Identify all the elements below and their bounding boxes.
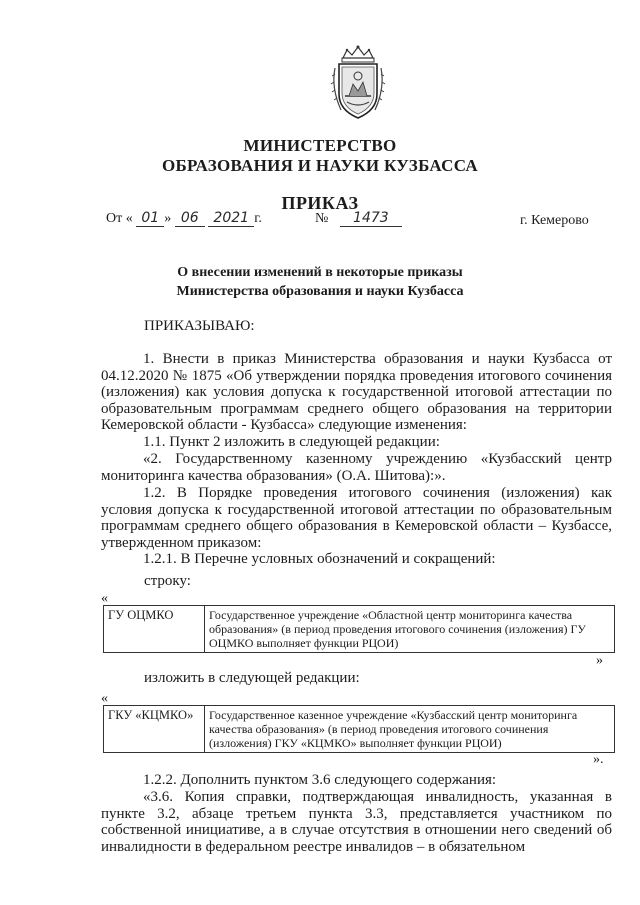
close-quote-1: » (596, 653, 603, 668)
close-quote-2: ». (593, 752, 604, 767)
command-word: ПРИКАЗЫВАЮ: (144, 318, 255, 334)
open-quote-2: « (101, 691, 108, 706)
paragraph-1-1: 1.1. Пункт 2 изложить в следующей редакции: (143, 434, 440, 450)
paragraph-3-6: «3.6. Копия справки, подтверждающая инвалидность, указанная в пункте 3.2, абзаце третьем пункта 3.3, представляется участником по собственной инициативе, а в случае отсутствия в отношении него сведений об инвалидности в федеральном реестре инвалидов – в обязательном (101, 789, 612, 855)
date-month: 06 (175, 210, 205, 227)
order-number (315, 210, 402, 227)
row-label: строку: (144, 573, 191, 589)
new-abbr: ГКУ «КЦМКО» (104, 706, 205, 753)
table-old-row (103, 605, 615, 653)
date-mid: » (164, 211, 172, 226)
coat-of-arms-emblem (327, 44, 389, 124)
paragraph-1-2: 1.2. В Порядке проведения итогового сочинения (изложения) как условия допуска к государственной итоговой аттестации по образовательным программам среднего общего образования в Кемеровской области – Кузбассе, утвержденном приказом: (101, 485, 612, 551)
old-abbr: ГУ ОЦМКО (104, 606, 205, 653)
subject-line2: Министерства образования и науки Кузбасса (176, 284, 464, 299)
order-date (106, 210, 262, 227)
paragraph-1: 1. Внести в приказ Министерства образования и науки Кузбасса от 04.12.2020 № 1875 «Об утверждении порядка проведения итогового сочинения (изложения) как условия допуска к государственной итоговой аттестации по образовательным программам среднего общего образования на территории Кемеровской области - Кузбасса» следующие изменения: (101, 351, 612, 434)
replace-label: изложить в следующей редакции: (144, 670, 360, 686)
table-row (104, 606, 615, 653)
order-title: ПРИКАЗ (281, 193, 359, 213)
paragraph-1-1-quote: «2. Государственному казенному учреждению «Кузбасский центр мониторинга качества образования» (О.А. Шитова):». (101, 451, 612, 484)
subject-line1: О внесении изменений в некоторые приказы (177, 265, 463, 280)
ministry-name-line2: ОБРАЗОВАНИЯ И НАУКИ КУЗБАССА (161, 156, 479, 175)
date-suffix: г. (254, 211, 262, 226)
kuzbass-coat-of-arms-icon (327, 44, 389, 124)
new-desc: Государственное казенное учреждение «Кузбасский центр мониторинга качества образования» (в период проведения итогового сочинения (изложения) ГКУ «КЦМКО» выполняет функции РЦОИ) (205, 706, 615, 753)
table-row (104, 706, 615, 753)
date-year: 2021 (208, 210, 254, 227)
ministry-name-line1: МИНИСТЕРСТВО (243, 136, 397, 155)
number-label: № (315, 211, 329, 226)
old-desc: Государственное учреждение «Областной центр мониторинга качества образования» (в период проведения итогового сочинения (изложения) ГУ ОЦМКО выполняет функции РЦОИ) (205, 606, 615, 653)
number-value: 1473 (340, 210, 402, 227)
paragraph-1-2-1: 1.2.1. В Перечне условных обозначений и сокращений: (143, 551, 496, 567)
date-prefix: От « (106, 211, 133, 226)
paragraph-1-2-2: 1.2.2. Дополнить пунктом 3.6 следующего содержания: (143, 772, 497, 788)
table-new-row (103, 705, 615, 753)
open-quote-1: « (101, 591, 108, 606)
city: г. Кемерово (520, 213, 589, 228)
date-day: 01 (136, 210, 164, 227)
